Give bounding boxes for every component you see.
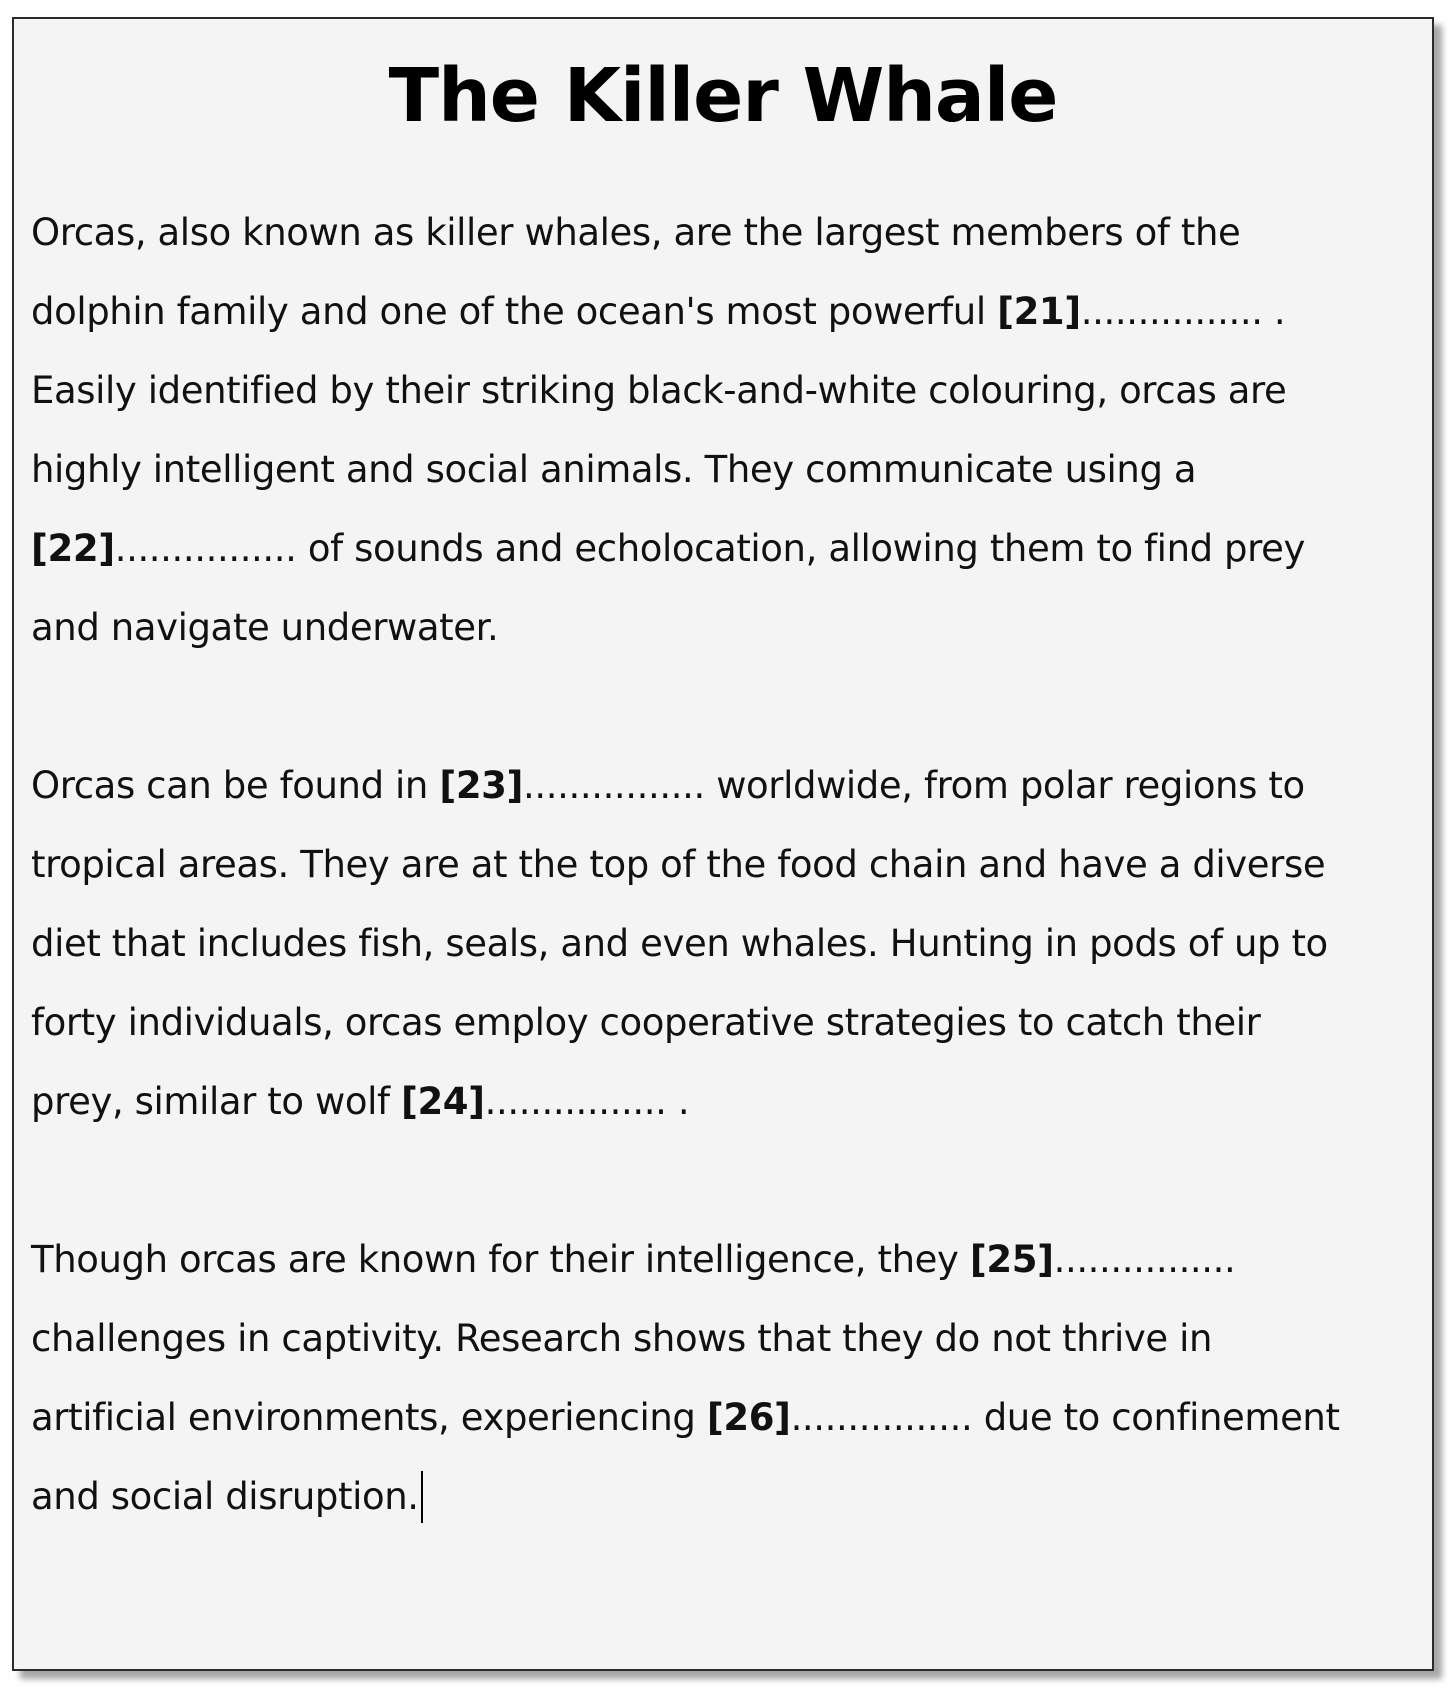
text-segment: artificial environments, experiencing xyxy=(31,1396,707,1439)
text-line xyxy=(31,1234,1235,1286)
text-line xyxy=(31,1392,1340,1444)
text-line xyxy=(31,444,1196,496)
document-title: The Killer Whale xyxy=(388,53,1058,139)
text-segment: Though orcas are known for their intelligence, they xyxy=(31,1238,970,1281)
text-segment: Easily identified by their striking black-and-white colouring, orcas are xyxy=(31,369,1287,412)
document-page[interactable] xyxy=(12,17,1434,1671)
text-line xyxy=(31,1076,689,1128)
text-segment: ................ worldwide, from polar regions to xyxy=(523,764,1305,807)
text-segment: challenges in captivity. Research shows that they do not thrive in xyxy=(31,1317,1212,1360)
text-line xyxy=(31,286,1285,338)
text-segment: ................ due to confinement xyxy=(790,1396,1340,1439)
text-segment: Orcas can be found in xyxy=(31,764,440,807)
text-line xyxy=(31,918,1328,970)
text-segment: and social disruption. xyxy=(31,1475,419,1518)
text-line xyxy=(31,997,1260,1049)
text-line xyxy=(31,839,1325,891)
text-segment: Orcas, also known as killer whales, are the largest members of the xyxy=(31,211,1241,254)
text-segment: highly intelligent and social animals. They communicate using a xyxy=(31,448,1197,491)
gap-number: [23] xyxy=(439,764,524,807)
text-segment: ................ of sounds and echolocation, allowing them to find prey xyxy=(114,527,1306,570)
text-line xyxy=(31,760,1305,812)
gap-number: [25] xyxy=(969,1238,1054,1281)
text-segment: ................ . xyxy=(484,1080,690,1123)
text-line xyxy=(31,1313,1212,1365)
text-line xyxy=(31,207,1240,259)
text-segment: ................ xyxy=(1053,1238,1236,1281)
text-line xyxy=(31,1471,423,1523)
gap-number: [21] xyxy=(997,290,1081,333)
gap-number: [24] xyxy=(400,1080,485,1123)
text-cursor xyxy=(421,1471,423,1523)
gap-number: [26] xyxy=(706,1396,791,1439)
text-line xyxy=(31,365,1286,417)
text-line xyxy=(31,523,1305,575)
text-segment: diet that includes fish, seals, and even whales. Hunting in pods of up to xyxy=(31,922,1328,965)
text-segment: tropical areas. They are at the top of the food chain and have a diverse xyxy=(31,843,1326,886)
text-segment: forty individuals, orcas employ cooperative strategies to catch their xyxy=(31,1001,1261,1044)
text-segment: dolphin family and one of the ocean's most powerful xyxy=(31,290,998,333)
text-segment: prey, similar to wolf xyxy=(31,1080,401,1123)
text-segment: and navigate underwater. xyxy=(31,606,499,649)
text-line xyxy=(31,602,498,654)
text-segment: ................ . xyxy=(1080,290,1286,333)
gap-number: [22] xyxy=(31,527,115,570)
